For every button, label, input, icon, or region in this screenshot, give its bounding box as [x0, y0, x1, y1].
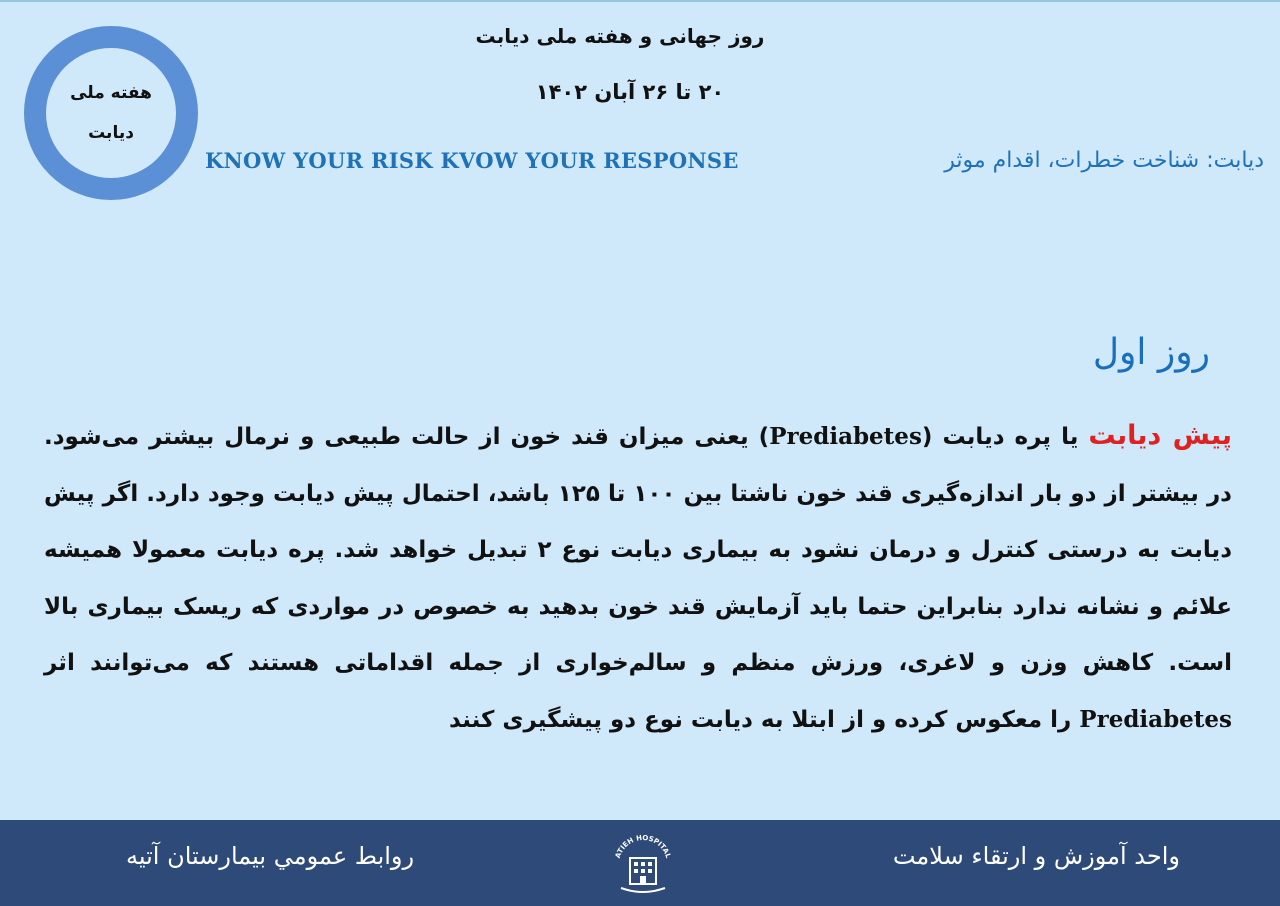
hospital-logo-icon	[607, 828, 679, 898]
badge-line-1: هفته ملی	[70, 83, 152, 103]
body-paragraph	[44, 408, 1232, 748]
national-week-badge	[24, 26, 198, 200]
body-text-c: را معکوس کرده و از ابتلا به دیابت نوع دو پیشگیری کنند	[448, 706, 1080, 733]
footer-public-relations: روابط عمومي بيمارستان آتيه	[126, 842, 415, 870]
badge-inner	[46, 48, 176, 178]
highlight-term: پیش دیابت	[1088, 420, 1232, 451]
slogan-persian: دیابت: شناخت خطرات، اقدام موثر	[944, 148, 1264, 173]
badge-line-2: دیابت	[88, 123, 134, 143]
body-latin-b: Prediabetes	[1079, 705, 1232, 733]
body-text-a: یا پره دیابت (	[921, 424, 1089, 450]
footer-health-unit: واحد آموزش و ارتقاء سلامت	[892, 842, 1180, 870]
header-title: روز جهانی و هفته ملی دیابت	[475, 24, 765, 48]
header-date: ۲۰ تا ۲۶ آبان ۱۴۰۲	[535, 80, 725, 104]
body-latin-a: Prediabetes	[769, 423, 922, 450]
body-text-b: ) یعنی میزان قند خون از حالت طبیعی و نرمال بیشتر می‌شود. در بیشتر از دو بار اندازه‌گیری قند خون ناشتا بین ۱۰۰ تا ۱۲۵ باشد، احتمال پیش دیابت وجود دارد. اگر پیش دیابت به درستی کنترل و درمان نشود به بیماری دیابت نوع ۲ تبدیل خواهد شد. پره دیابت معمولا همیشه علائم و نشانه ندارد بنابراین حتما باید آزمایش قند خون بدهید به خصوص در مواردی که ریسک بیماری بالا است. کاهش وزن و لاغری، ورزش منظم و سالم‌خواری از جمله اقداماتی هستند که می‌توانند اثر	[44, 424, 1232, 676]
slogan-english: KNOW YOUR RISK KVOW YOUR RESPONSE	[205, 148, 739, 173]
svg-text:ATIEH HOSPITAL	[614, 834, 673, 860]
logo-text: ATIEH HOSPITAL	[613, 833, 673, 860]
day-heading: روز اول	[1092, 332, 1210, 373]
